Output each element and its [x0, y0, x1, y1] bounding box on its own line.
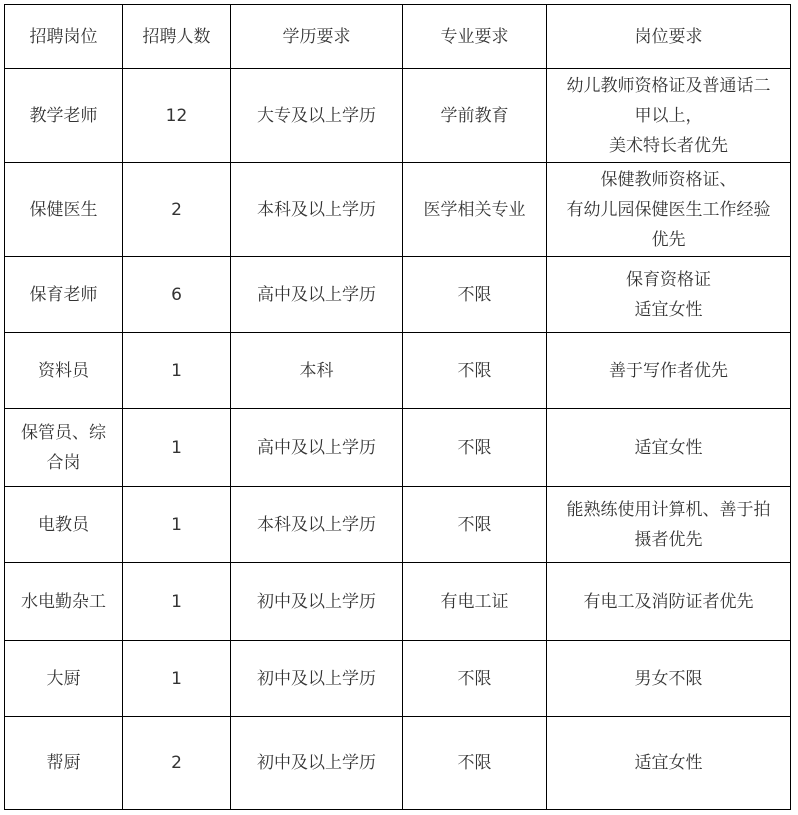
cell-position-line: 教学老师: [29, 105, 98, 126]
cell-major: 有电工证: [403, 563, 547, 641]
cell-requirements-line: 幼儿教师资格证及普通话二: [566, 75, 771, 96]
header-position: 招聘岗位: [5, 5, 123, 69]
cell-requirements-line: 美术特长者优先: [609, 135, 728, 156]
cell-requirements-line: 能熟练使用计算机、善于拍: [566, 499, 771, 520]
cell-requirements-line: 男女不限: [634, 668, 703, 689]
header-major: 专业要求: [403, 5, 547, 69]
header-row: [5, 5, 791, 69]
cell-major: 学前教育: [403, 69, 547, 163]
cell-major: 不限: [403, 257, 547, 333]
cell-education: 高中及以上学历: [231, 409, 403, 487]
cell-position-line: 大厨: [46, 668, 81, 689]
cell-requirements-line: 保育资格证: [626, 269, 711, 290]
cell-position-line: 保健医生: [29, 199, 98, 220]
cell-requirements: [547, 487, 791, 563]
header-education: 学历要求: [231, 5, 403, 69]
cell-requirements: [547, 257, 791, 333]
cell-position-line: 资料员: [38, 360, 89, 381]
cell-count: 2: [123, 163, 231, 257]
cell-count: 1: [123, 641, 231, 717]
cell-requirements-line: 有幼儿园保健医生工作经验: [566, 199, 771, 220]
cell-requirements: [547, 563, 791, 641]
cell-requirements: [547, 333, 791, 409]
recruitment-table: [4, 4, 791, 810]
cell-education: 高中及以上学历: [231, 257, 403, 333]
cell-requirements-line: 优先: [651, 229, 686, 250]
cell-position-line: 帮厨: [46, 753, 81, 773]
cell-position-line: 保育老师: [29, 284, 98, 305]
cell-education: 初中及以上学历: [231, 717, 403, 810]
cell-requirements: [547, 69, 791, 163]
cell-position: [5, 333, 123, 409]
cell-position-line: 水电勤杂工: [21, 591, 106, 612]
cell-position: [5, 257, 123, 333]
cell-position: [5, 163, 123, 257]
table-row: [5, 409, 791, 487]
table-row: [5, 69, 791, 163]
cell-count: 1: [123, 333, 231, 409]
table-row: [5, 563, 791, 641]
cell-education: 初中及以上学历: [231, 563, 403, 641]
cell-position: [5, 69, 123, 163]
cell-requirements-line: 适宜女性: [634, 437, 703, 458]
cell-requirements: [547, 641, 791, 717]
cell-position: [5, 563, 123, 641]
table-body: [5, 5, 791, 810]
cell-requirements-line: 摄者优先: [634, 529, 703, 550]
cell-count: 1: [123, 563, 231, 641]
cell-count: 12: [123, 69, 231, 163]
cell-major: 不限: [403, 333, 547, 409]
cell-count: 6: [123, 257, 231, 333]
table-row: [5, 333, 791, 409]
cell-position: [5, 487, 123, 563]
header-count: 招聘人数: [123, 5, 231, 69]
header-requirements: 岗位要求: [547, 5, 791, 69]
cell-education: 本科: [231, 333, 403, 409]
cell-major: 不限: [403, 717, 547, 810]
cell-count: 2: [123, 717, 231, 810]
cell-requirements: [547, 717, 791, 810]
cell-major: 不限: [403, 487, 547, 563]
cell-position: [5, 409, 123, 487]
table-row: [5, 257, 791, 333]
cell-requirements-line: 保健教师资格证、: [600, 169, 737, 190]
cell-major: 不限: [403, 641, 547, 717]
cell-count: 1: [123, 487, 231, 563]
cell-requirements-line: 甲以上，: [634, 105, 703, 126]
table-row: [5, 717, 791, 810]
table-row: [5, 487, 791, 563]
cell-count: 1: [123, 409, 231, 487]
cell-position-line: 保管员、综: [21, 422, 106, 443]
cell-requirements-line: 有电工及消防证者优先: [583, 591, 754, 612]
cell-requirements-line: 适宜女性: [634, 299, 703, 320]
cell-position: [5, 641, 123, 717]
cell-requirements-line: 善于写作者优先: [609, 360, 728, 381]
cell-major: 不限: [403, 409, 547, 487]
cell-major: 医学相关专业: [403, 163, 547, 257]
cell-requirements-line: 适宜女性: [634, 753, 703, 773]
cell-position-line: 合岗: [46, 452, 81, 473]
table-row: [5, 641, 791, 717]
cell-education: 初中及以上学历: [231, 641, 403, 717]
cell-education: 本科及以上学历: [231, 487, 403, 563]
cell-education: 大专及以上学历: [231, 69, 403, 163]
cell-requirements: [547, 163, 791, 257]
table-row: [5, 163, 791, 257]
cell-education: 本科及以上学历: [231, 163, 403, 257]
cell-requirements: [547, 409, 791, 487]
cell-position: [5, 717, 123, 810]
cell-position-line: 电教员: [38, 514, 89, 535]
